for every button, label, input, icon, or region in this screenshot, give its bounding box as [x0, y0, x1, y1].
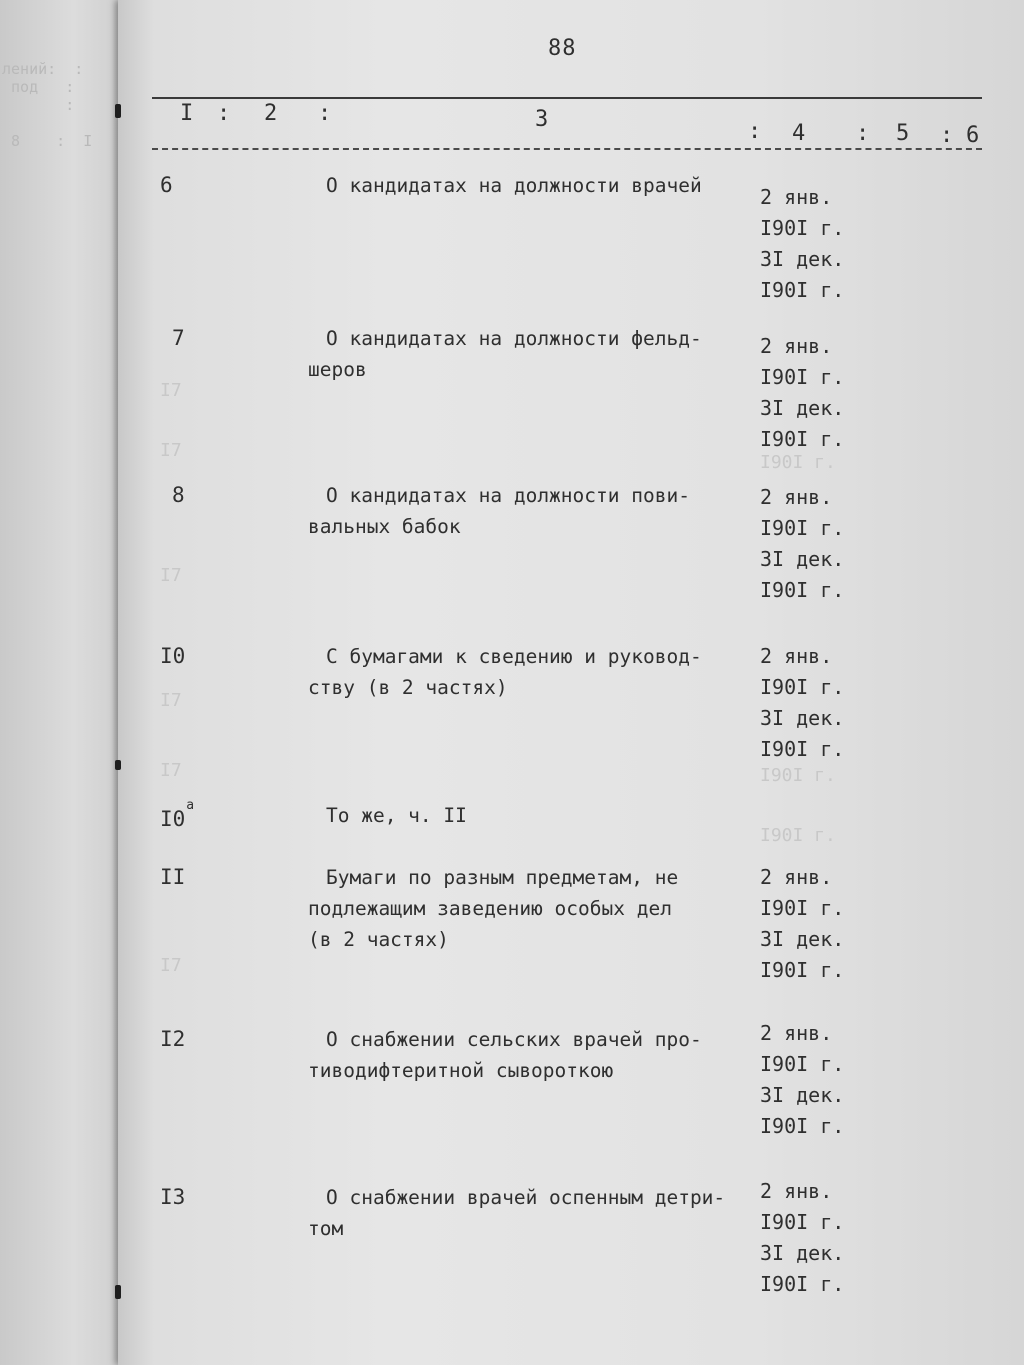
- row-dates: 2 янв. I90I г. 3I дек. I90I г.: [760, 644, 845, 761]
- row-number: 7: [172, 326, 185, 350]
- bleed-through-text: I7: [160, 380, 182, 401]
- header-separator: :: [940, 123, 954, 148]
- page-number: 88: [548, 36, 577, 61]
- row-title: О кандидатах на должности пови- вальных бабок: [308, 484, 690, 538]
- bleed-through-text: I7: [160, 760, 182, 781]
- previous-page-edge: [0, 0, 122, 1365]
- bleed-through-text: I7: [160, 565, 182, 586]
- header-separator: :: [856, 121, 870, 146]
- binding-staple-bottom: [115, 1285, 121, 1299]
- row-title: О кандидатах на должности фельд- шеров: [308, 327, 702, 381]
- header-separator: :: [318, 101, 332, 126]
- row-number: $I0^а$: [160, 798, 195, 831]
- row-number-superscript: а: [186, 798, 195, 813]
- bleed-through-text: I7: [160, 690, 182, 711]
- binding-staple-middle: [115, 760, 121, 770]
- header-bottom-rule: [152, 148, 982, 150]
- row-title: С бумагами к сведению и руковод- ству (в 2 частях): [308, 645, 702, 699]
- row-dates: 2 янв. I90I г. 3I дек. I90I г.: [760, 865, 845, 982]
- header-col-5: 5: [896, 121, 910, 146]
- row-number: I0: [160, 644, 186, 668]
- row-title: О снабжении сельских врачей про- тиводифтеритной сывороткою: [308, 1028, 702, 1082]
- previous-page-ghost-text: лений: : под : : 8 : I: [2, 60, 93, 150]
- header-separator: :: [217, 101, 231, 126]
- header-col-6: 6: [966, 123, 980, 148]
- header-separator: :: [748, 119, 762, 144]
- header-col-1: I: [180, 101, 194, 126]
- row-dates: 2 янв. I90I г. 3I дек. I90I г.: [760, 185, 845, 302]
- header-top-rule: [152, 97, 982, 99]
- header-col-4: 4: [792, 121, 806, 146]
- header-col-2: 2: [264, 101, 278, 126]
- row-dates: 2 янв. I90I г. 3I дек. I90I г.: [760, 1021, 845, 1138]
- row-title: Бумаги по разным предметам, не подлежащим заведению особых дел (в 2 частях): [308, 866, 679, 951]
- row-title: О снабжении врачей оспенным детри- том: [308, 1186, 726, 1240]
- binding-staple-top: [115, 104, 121, 118]
- row-title: О кандидатах на должности врачей: [326, 174, 702, 197]
- row-number: I2: [160, 1027, 186, 1051]
- bleed-through-text: I90I г.: [760, 825, 836, 846]
- header-col-3: 3: [535, 107, 549, 132]
- bleed-through-text: I90I г.: [760, 452, 836, 473]
- row-number: 6: [160, 173, 173, 197]
- bleed-through-text: I7: [160, 440, 182, 461]
- row-number: 8: [172, 483, 185, 507]
- bleed-through-text: I7: [160, 955, 182, 976]
- row-dates: 2 янв. I90I г. 3I дек. I90I г.: [760, 1179, 845, 1296]
- row-dates: 2 янв. I90I г. 3I дек. I90I г.: [760, 485, 845, 602]
- row-title: То же, ч. II: [326, 804, 467, 827]
- row-number: I3: [160, 1185, 186, 1209]
- row-dates: 2 янв. I90I г. 3I дек. I90I г.: [760, 334, 845, 451]
- row-number: II: [160, 865, 186, 889]
- bleed-through-text: I90I г.: [760, 765, 836, 786]
